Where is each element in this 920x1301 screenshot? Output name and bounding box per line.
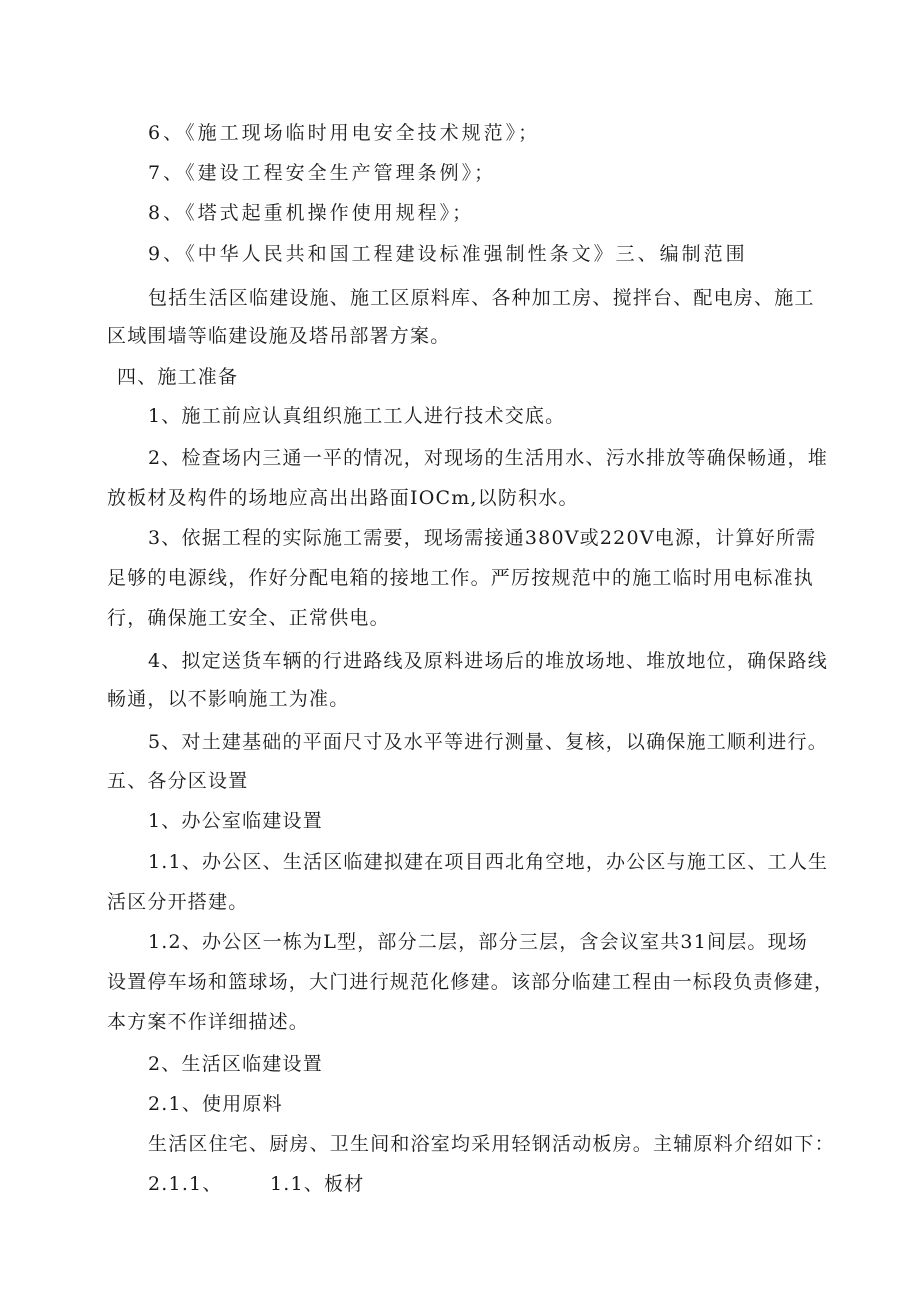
item-1-2-line-1: 1.2、办公区一栋为L型，部分二层，部分三层，含会议室共31间层。现场 [148, 931, 809, 953]
prep-item-2-line-1: 2、检查场内三通一平的情况，对现场的生活用水、污水排放等确保畅通，堆 [148, 447, 828, 469]
scope-paragraph-line-2: 区域围墙等临建设施及塔吊部署方案。 [107, 325, 451, 347]
item-2-1-1-number: 2.1.1、 [148, 1173, 223, 1195]
materials-intro: 生活区住宅、厨房、卫生间和浴室均采用轻钢活动板房。主辅原料介绍如下： [148, 1133, 835, 1155]
item-1-2-line-2: 设置停车场和篮球场，大门进行规范化修建。该部分临建工程由一标段负责修建， [107, 971, 835, 993]
reference-item-7: 7、《建设工程安全生产管理条例》； [148, 162, 497, 184]
reference-item-8: 8、《塔式起重机操作使用规程》； [148, 202, 475, 224]
scope-paragraph-line-1: 包括生活区临建设施、施工区原料库、各种加工房、搅拌台、配电房、施工 [148, 287, 815, 309]
item-1-1-line-2: 活区分开搭建。 [107, 891, 249, 913]
prep-item-2-line-2: 放板材及构件的场地应高出出路面IOCm,以防积水。 [107, 487, 579, 509]
item-1-2-line-3: 本方案不作详细描述。 [107, 1011, 310, 1033]
item-2-1-heading: 2.1、使用原料 [148, 1093, 283, 1115]
prep-item-5: 5、对土建基础的平面尺寸及水平等进行测量、复核，以确保施工顺利进行。 [148, 731, 828, 753]
item-1-1-line-1: 1.1、办公区、生活区临建拟建在项目西北角空地，办公区与施工区、工人生 [148, 851, 829, 873]
reference-item-6: 6、《施工现场临时用电安全技术规范》； [148, 122, 541, 144]
prep-item-3-line-2: 足够的电源线，作好分配电箱的接地工作。严厉按规范中的施工临时用电标准执 [107, 567, 815, 589]
item-board-heading: 1.1、板材 [270, 1173, 365, 1195]
section-heading-4: 四、施工准备 [117, 366, 239, 388]
prep-item-4-line-2: 畅通，以不影响施工为准。 [107, 688, 350, 710]
section-heading-5: 五、各分区设置 [107, 770, 249, 792]
reference-item-9: 9、《中华人民共和国工程建设标准强制性条文》三、编制范围 [148, 243, 748, 265]
prep-item-3-line-1: 3、依据工程的实际施工需要，现场需接通380V或220V电源，计算好所需 [148, 527, 817, 549]
subsection-heading-2: 2、生活区临建设置 [148, 1053, 323, 1075]
subsection-heading-1: 1、办公室临建设置 [148, 810, 323, 832]
prep-item-4-line-1: 4、拟定送货车辆的行进路线及原料进场后的堆放场地、堆放地位，确保路线 [148, 650, 828, 672]
prep-item-3-line-3: 行，确保施工安全、正常供电。 [107, 607, 390, 629]
prep-item-1: 1、施工前应认真组织施工工人进行技术交底。 [148, 405, 566, 427]
